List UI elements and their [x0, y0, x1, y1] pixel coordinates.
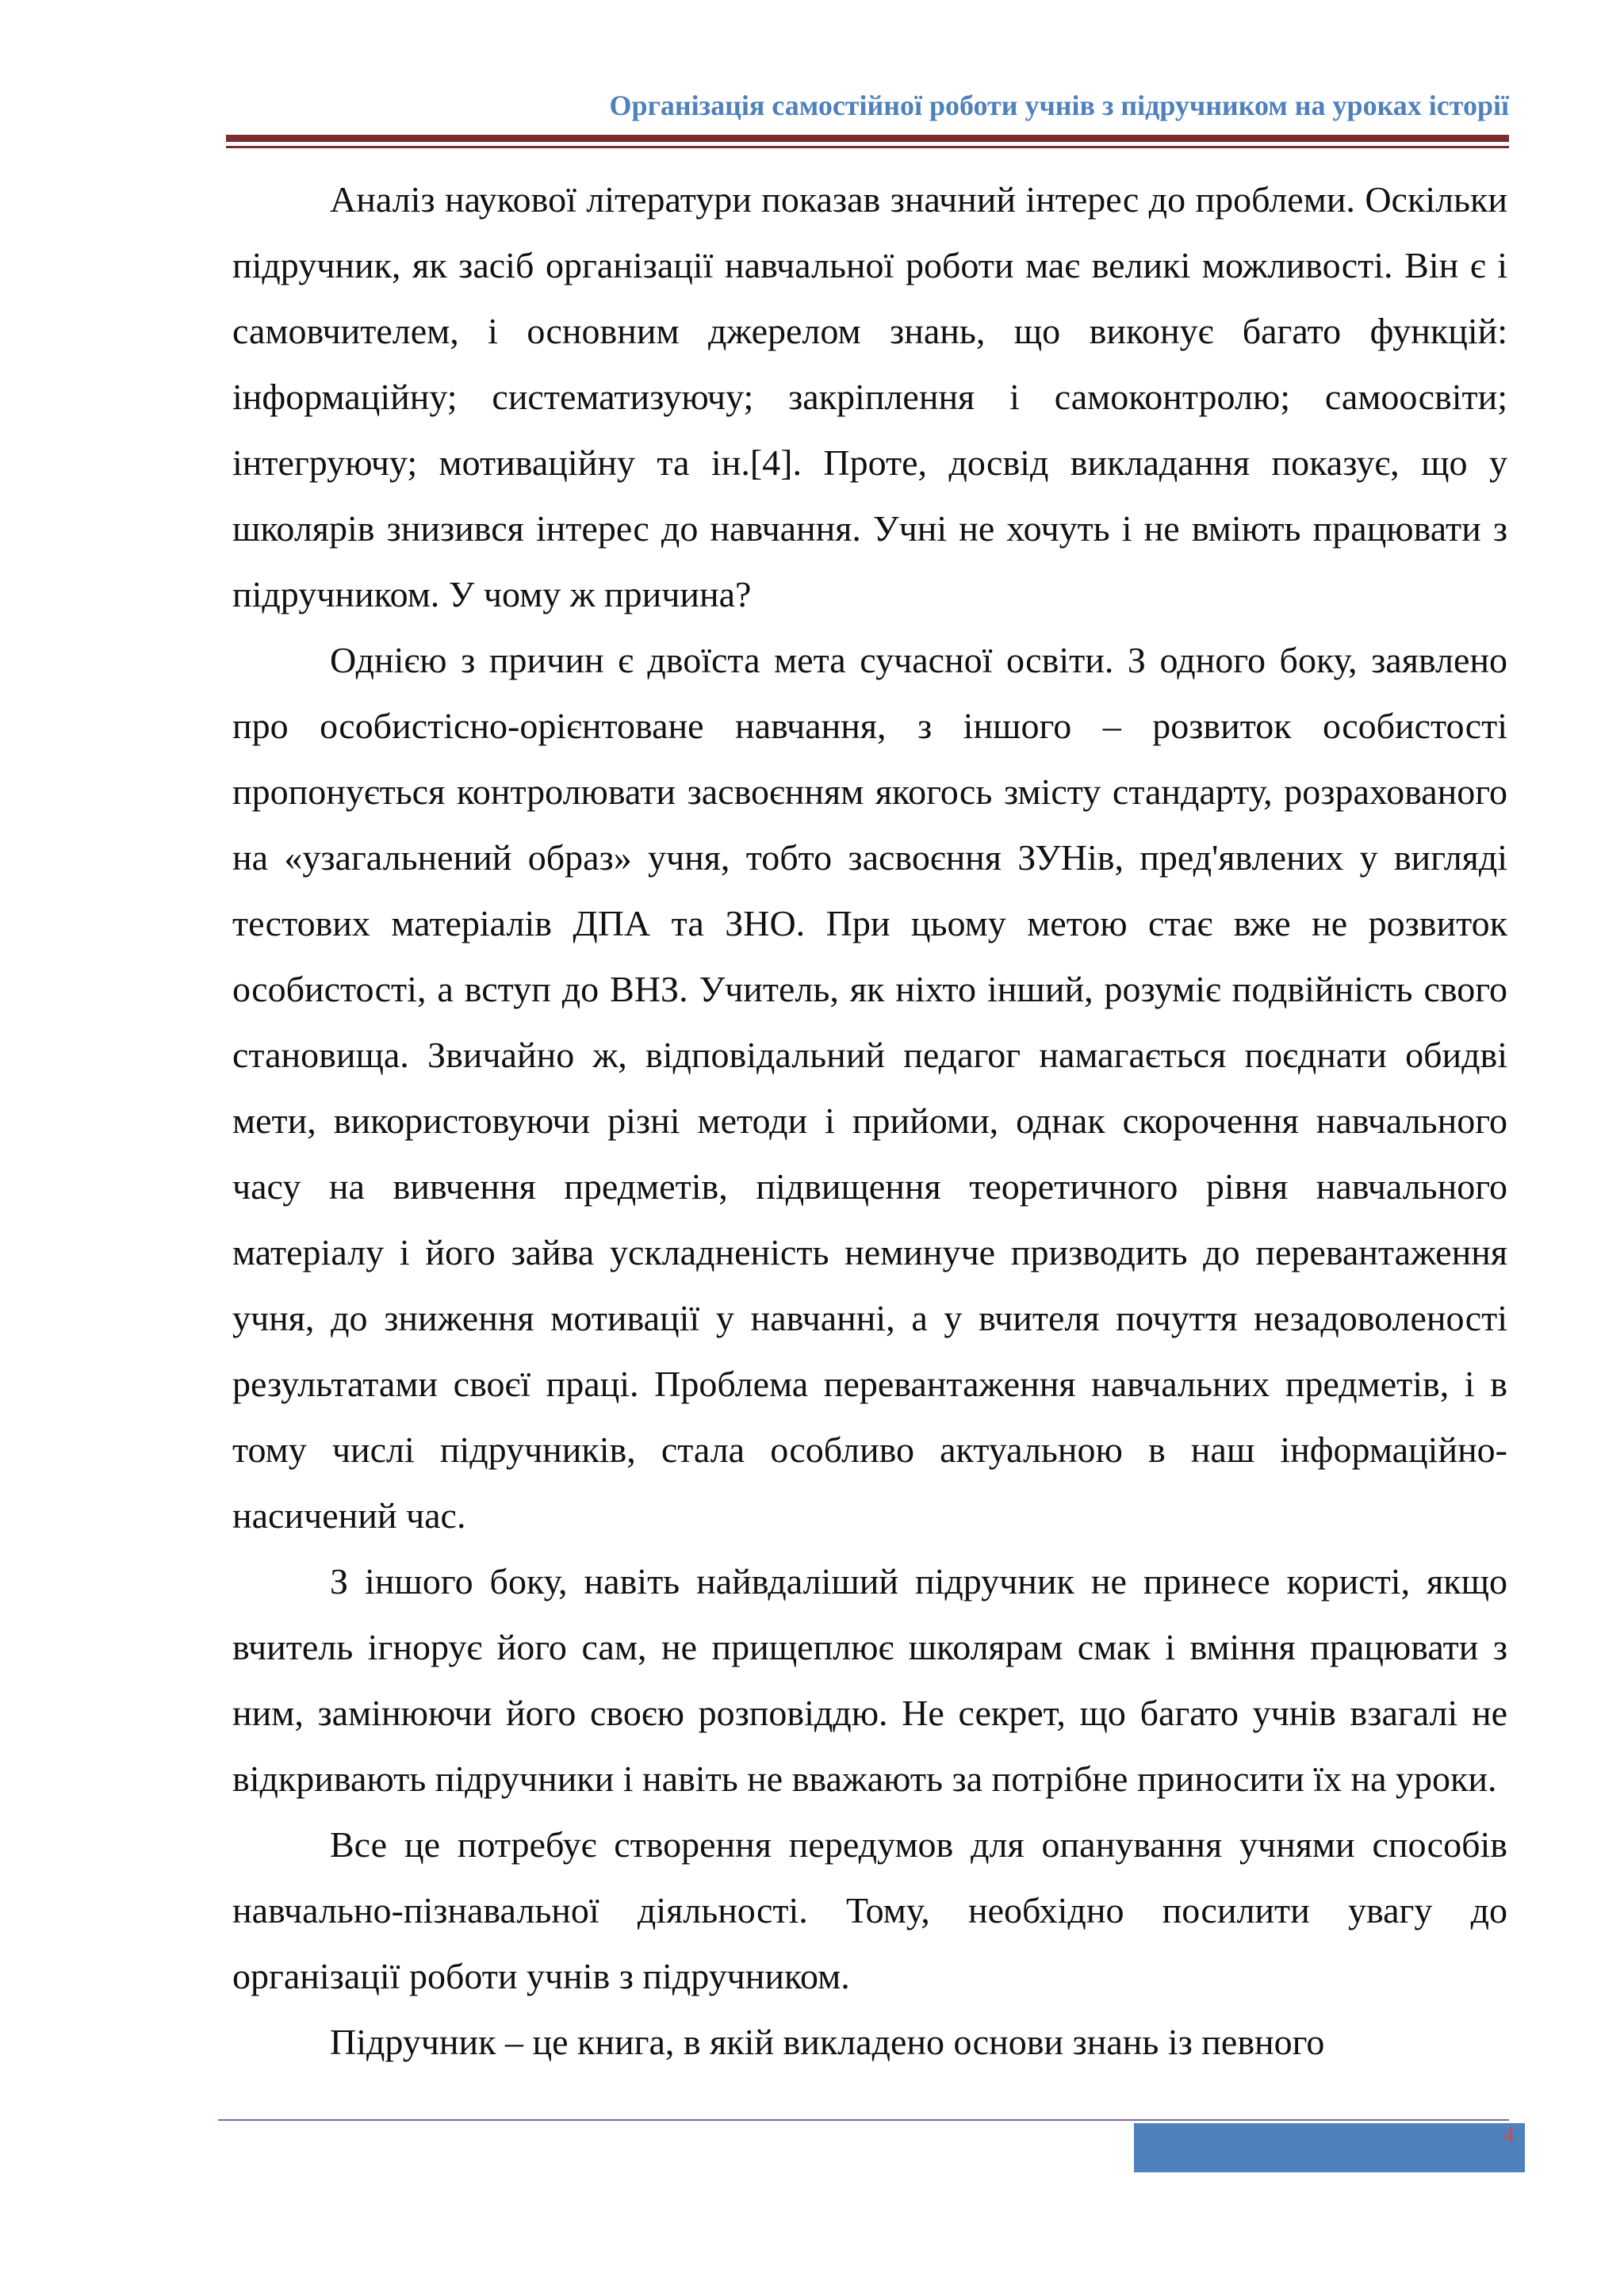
footer-accent-box: [1134, 2123, 1525, 2172]
body-text: [232, 166, 1507, 2075]
header-rule-thick: [226, 135, 1509, 142]
header-rule-thin: [226, 146, 1509, 148]
paragraph: Однією з причин є двоїста мета сучасної освіти. З одного боку, заявлено про особистісно-орієнтоване навчання, з іншого – розвиток особистості пропонується контролювати засвоєнням якогось змісту стандарту, розрахованого на «узагальнений образ» учня, тобто засвоєння ЗУНів, пред'явлених у вигляді тестових матеріалів ДПА та ЗНО. При цьому метою стає вже не розвиток особистості, а вступ до ВНЗ. Учитель, як ніхто інший, розуміє подвійність свого становища. Звичайно ж, відповідальний педагог намагається поєднати обидві мети, використовуючи різні методи і прийоми, однак скорочення навчального часу на вивчення предметів, підвищення теоретичного рівня навчального матеріалу і його зайва ускладненість неминуче призводить до перевантаження учня, до зниження мотивації у навчанні, а у вчителя почуття незадоволеності результатами своєї праці. Проблема перевантаження навчальних предметів, і в тому числі підручників, стала особливо актуальною в наш інформаційно-насичений час.: [232, 640, 1507, 1536]
paragraph: Підручник – це книга, в якій викладено основи знань із певного: [330, 2022, 1325, 2062]
running-header-title: Організація самостійної роботи учнів з підручником на уроках історії: [609, 90, 1509, 121]
page-number: 4: [1503, 2122, 1515, 2148]
paragraph: Все це потребує створення передумов для опанування учнями способів навчально-пізнавальної діяльності. Тому, необхідно посилити увагу до організації роботи учнів з підручником.: [232, 1824, 1507, 1996]
paragraph: Аналіз наукової літератури показав значний інтерес до проблеми. Оскільки підручник, як засіб організації навчальної роботи має великі можливості. Він є і самовчителем, і основним джерелом знань, що виконує багато функцій: інформаційну; систематизуючу; закріплення і самоконтролю; самоосвіти; інтегруючу; мотиваційну та ін.[4]. Проте, досвід викладання показує, що у школярів знизився інтерес до навчання. Учні не хочуть і не вміють працювати з підручником. У чому ж причина?: [232, 179, 1507, 614]
footer-rule: [218, 2119, 1509, 2121]
paragraph: З іншого боку, навіть найвдаліший підручник не принесе користі, якщо вчитель ігнорує його сам, не прищеплює школярам смак і вміння працювати з ним, замінюючи його своєю розповіддю. Не секрет, що багато учнів взагалі не відкривають підручники і навіть не вважають за потрібне приносити їх на уроки.: [232, 1561, 1507, 1799]
